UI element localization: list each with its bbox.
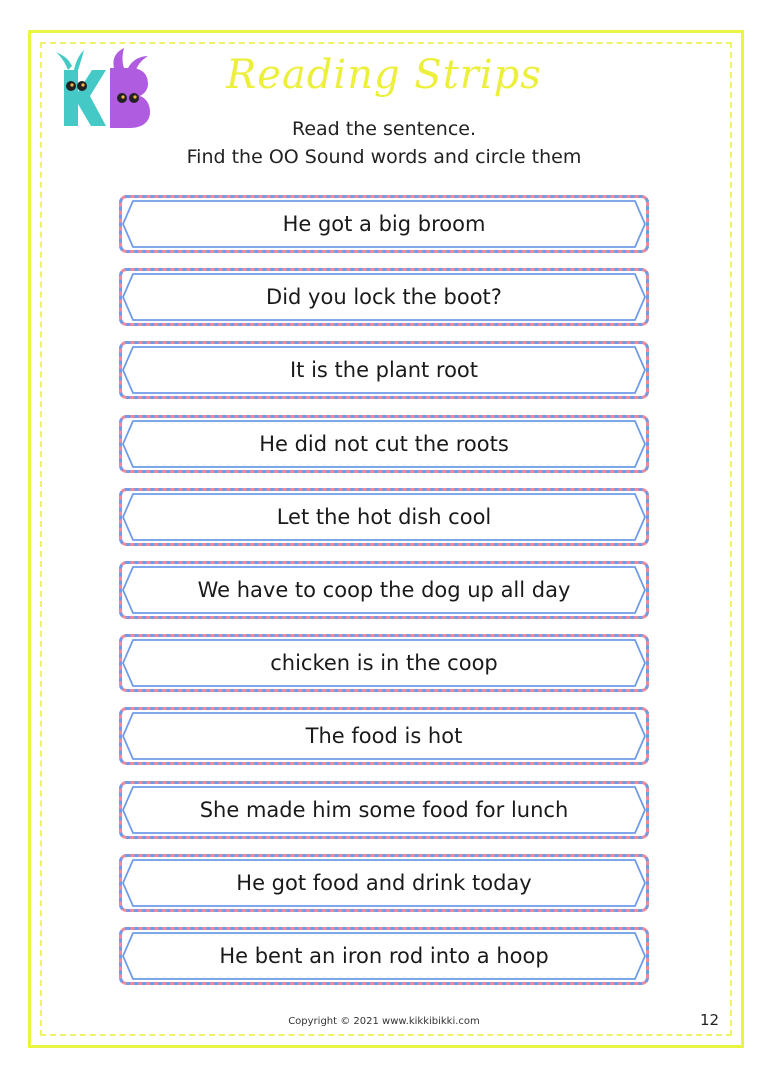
strip-sentence: He got a big broom [282, 212, 486, 236]
strip-sentence: chicken is in the coop [270, 651, 498, 676]
reading-strip [119, 634, 649, 692]
reading-strip [119, 854, 649, 912]
reading-strips-list [119, 195, 649, 1000]
copyright-text: Copyright © 2021 www.kikkibikki.com [288, 1016, 480, 1027]
reading-strip [119, 707, 649, 765]
strip-sentence: Let the hot dish cool [276, 504, 492, 529]
reading-strip [119, 561, 649, 619]
strip-sentence: We have to coop the dog up all day [197, 577, 571, 602]
strip-sentence: He got food and drink today [236, 870, 532, 895]
page-title: Reading Strips [226, 52, 542, 98]
page-number: 12 [700, 1011, 720, 1029]
strip-sentence: She made him some food for lunch [199, 797, 569, 822]
reading-strip [119, 341, 649, 399]
reading-strip [119, 781, 649, 839]
reading-strip [119, 415, 649, 473]
strip-sentence: He did not cut the roots [259, 431, 509, 456]
reading-strip [119, 195, 649, 253]
strip-sentence: The food is hot [305, 724, 463, 749]
strip-sentence: Did you lock the boot? [266, 285, 502, 310]
strip-sentence: It is the plant root [289, 358, 479, 383]
reading-strip [119, 268, 649, 326]
strip-sentence: He bent an iron rod into a hoop [219, 943, 549, 968]
instruction-line-1: Read the sentence. [292, 118, 476, 140]
instruction-line-2: Find the OO Sound words and circle them [186, 146, 582, 168]
reading-strip [119, 927, 649, 985]
reading-strip [119, 488, 649, 546]
